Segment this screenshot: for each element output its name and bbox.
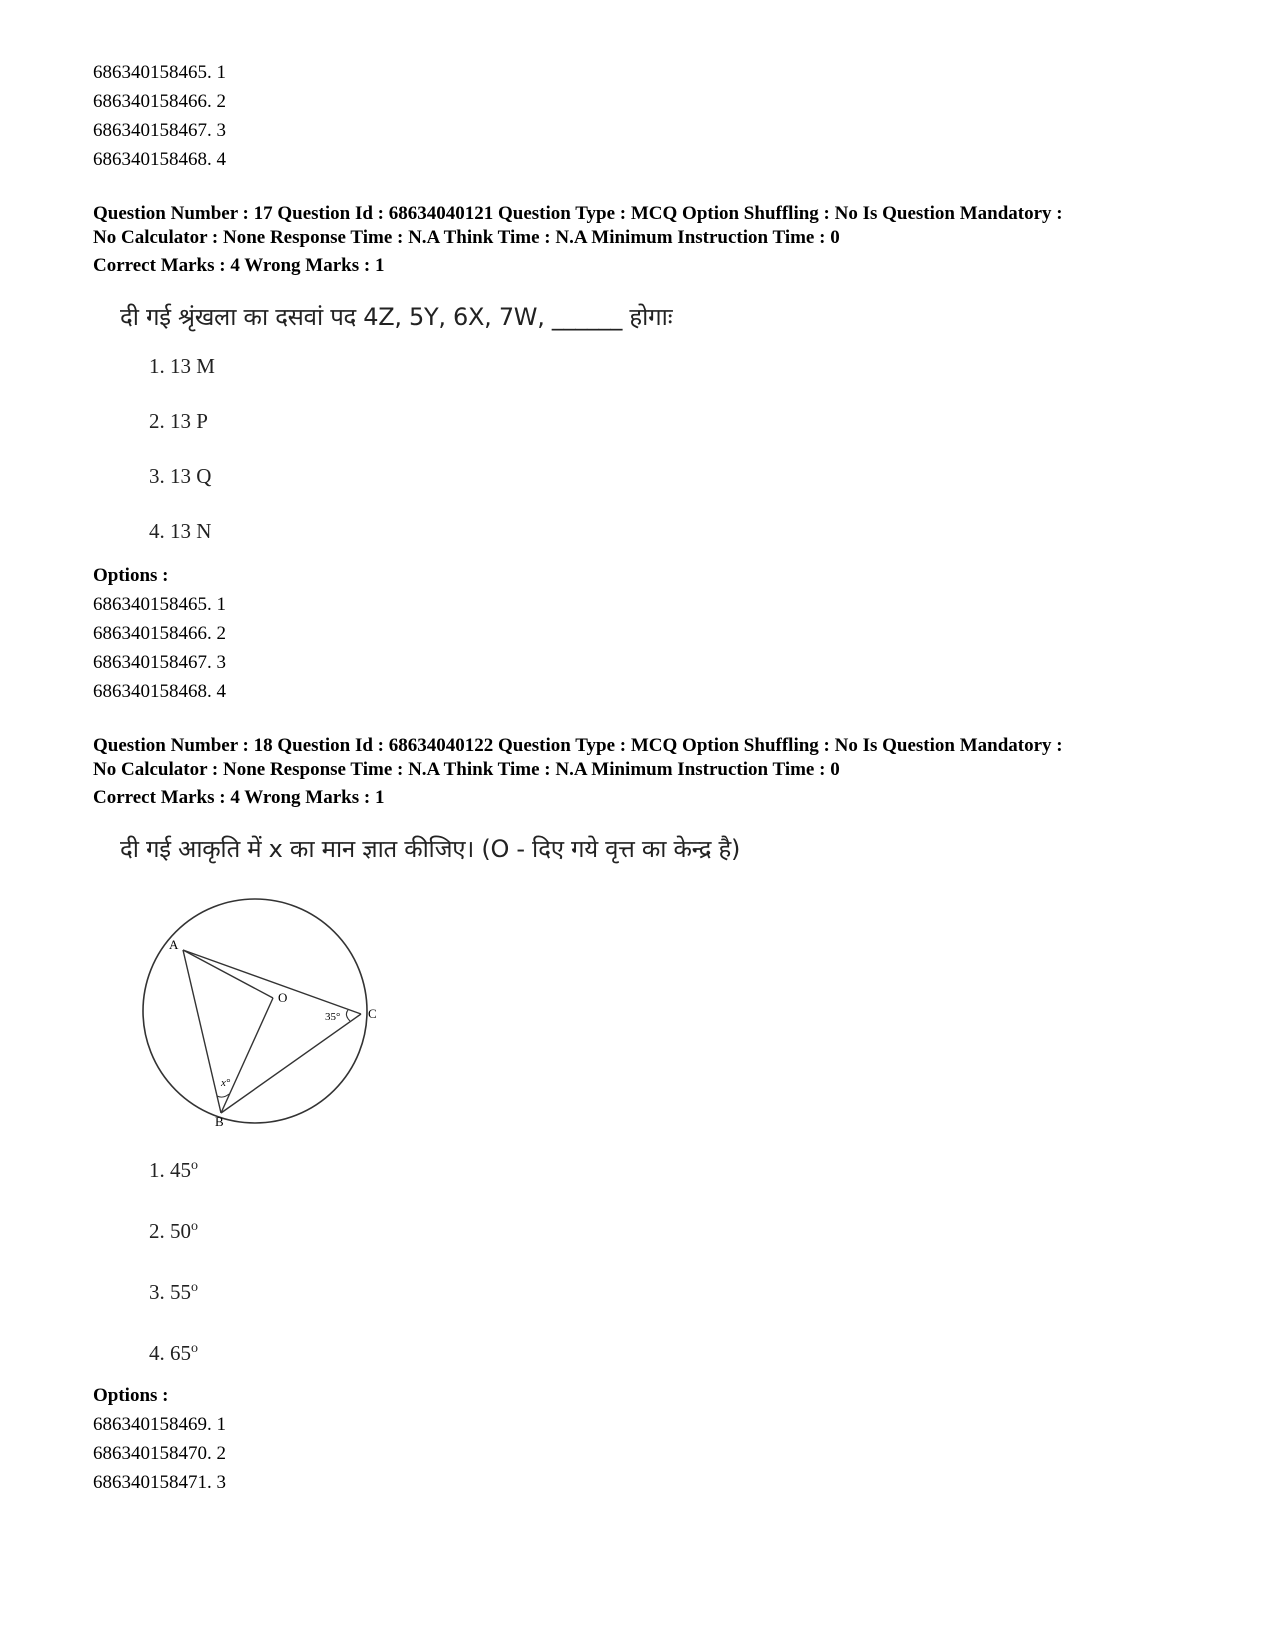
choice-item: 2. 13 P	[149, 409, 208, 433]
option-id-line: 686340158471. 3	[93, 1472, 226, 1493]
option-id-line: 686340158468. 4	[93, 681, 226, 702]
circle-geometry-figure	[123, 889, 393, 1129]
question-marks: Correct Marks : 4 Wrong Marks : 1	[93, 255, 385, 276]
vertex-label-a: A	[169, 937, 179, 952]
question-meta-line-2: No Calculator : None Response Time : N.A Think Time : N.A Minimum Instruction Time : 0	[93, 227, 840, 248]
question-meta-line-1: Question Number : 17 Question Id : 68634040121 Question Type : MCQ Option Shuffling : No Is Question Mandatory :	[93, 203, 1063, 224]
centre-label-o: O	[278, 990, 288, 1005]
question-17	[93, 202, 1203, 706]
options-heading: Options :	[93, 565, 169, 586]
chord-ab	[183, 950, 221, 1113]
angle-arc-b	[217, 1094, 229, 1097]
choice-item: 4. 13 N	[149, 519, 212, 543]
option-id-line: 686340158466. 2	[93, 623, 226, 644]
vertex-label-c: C	[368, 1006, 377, 1021]
radius-ob	[221, 998, 273, 1113]
option-id-line: 686340158467. 3	[93, 120, 226, 141]
question-meta-line-2: No Calculator : None Response Time : N.A Think Time : N.A Minimum Instruction Time : 0	[93, 759, 840, 780]
option-id-line: 686340158470. 2	[93, 1443, 226, 1464]
question-meta-line-1: Question Number : 18 Question Id : 68634040122 Question Type : MCQ Option Shuffling : No Is Question Mandatory :	[93, 735, 1063, 756]
option-id-line: 686340158468. 4	[93, 149, 226, 170]
option-id-line: 686340158465. 1	[93, 594, 226, 615]
circle-diagram	[123, 889, 393, 1129]
angle-label-b: x°	[221, 1077, 231, 1089]
question-paper-page	[93, 58, 1203, 1497]
question-marks: Correct Marks : 4 Wrong Marks : 1	[93, 787, 385, 808]
question-choices	[149, 1151, 1203, 1376]
option-id-line: 686340158469. 1	[93, 1414, 226, 1435]
choice-item: 3. 13 Q	[149, 464, 212, 488]
radius-oa	[183, 950, 273, 998]
question-text: दी गई श्रृंखला का दसवां पद 4Z, 5Y, 6X, 7W, ______ होगाः	[120, 303, 673, 331]
chord-ac	[183, 950, 361, 1014]
choice-item: 4. 65$^o$	[149, 1341, 198, 1365]
question-text: दी गई आकृति में x का मान ज्ञात कीजिए। (O - दिए गये वृत्त का केन्द्र है)	[120, 835, 741, 863]
option-id-line: 686340158466. 2	[93, 91, 226, 112]
choice-item: 1. 13 M	[149, 354, 215, 378]
previous-question-options	[93, 58, 1203, 174]
choice-item: 1. 45$^o$	[149, 1158, 198, 1182]
chord-bc	[221, 1014, 361, 1113]
option-id-line: 686340158465. 1	[93, 62, 226, 83]
question-18	[93, 734, 1203, 1497]
choice-item: 2. 50$^o$	[149, 1219, 198, 1243]
question-choices	[149, 351, 1203, 556]
options-heading: Options :	[93, 1385, 169, 1406]
option-id-line: 686340158467. 3	[93, 652, 226, 673]
angle-label-c: 35°	[325, 1011, 341, 1023]
vertex-label-b: B	[215, 1114, 224, 1129]
choice-item: 3. 55$^o$	[149, 1280, 198, 1304]
angle-arc-c	[346, 1010, 350, 1021]
